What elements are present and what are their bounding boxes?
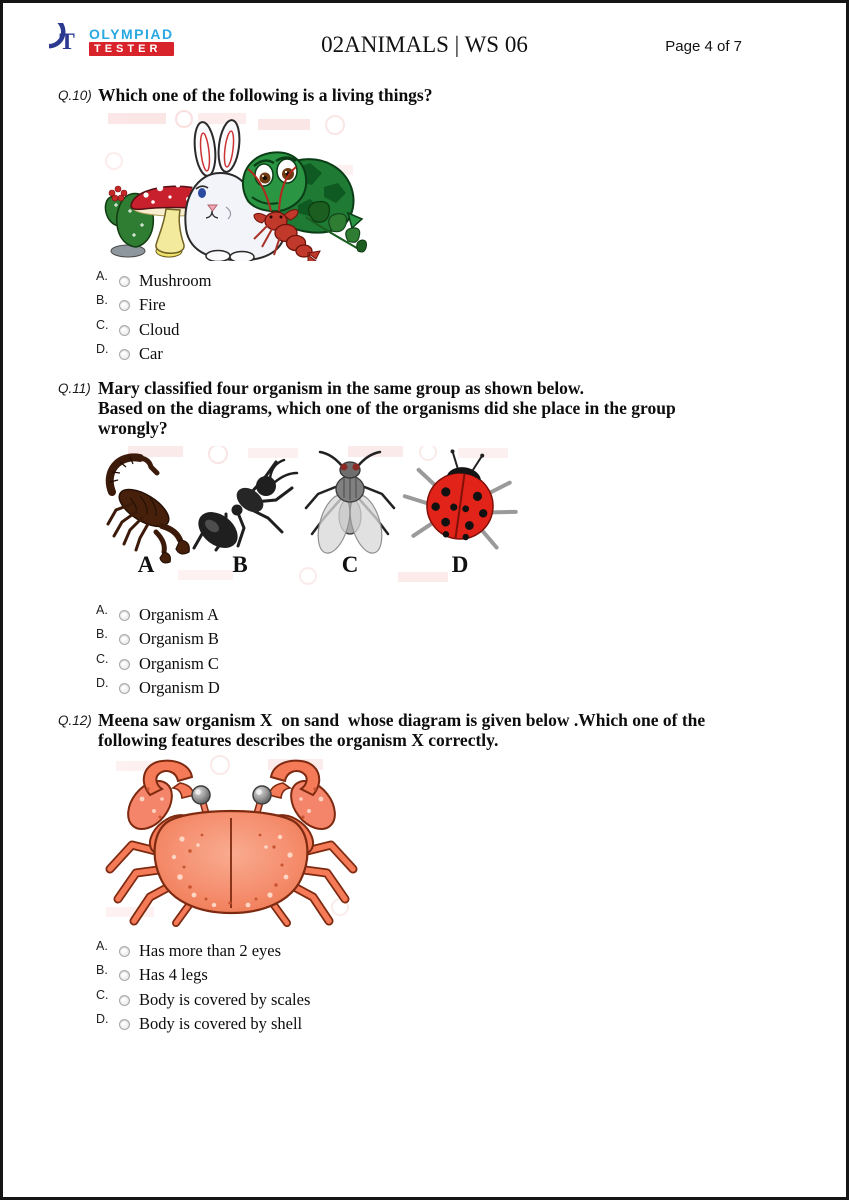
ant bbox=[191, 460, 297, 555]
option-label: Body is covered by shell bbox=[139, 1014, 303, 1033]
radio-button[interactable] bbox=[119, 995, 130, 1006]
option-letter: D. bbox=[96, 342, 109, 356]
option-letter: B. bbox=[96, 963, 108, 977]
option-letter: C. bbox=[96, 652, 109, 666]
option-label: Has 4 legs bbox=[139, 965, 208, 984]
page-indicator: Page 4 of 7 bbox=[665, 38, 742, 55]
radio-button[interactable] bbox=[119, 300, 130, 311]
radio-button[interactable] bbox=[119, 683, 130, 694]
radio-button[interactable] bbox=[119, 659, 130, 670]
option-label: Has more than 2 eyes bbox=[139, 941, 282, 960]
q11-option-d[interactable] bbox=[96, 676, 220, 700]
question-11-text-line1: Mary classified four organism in the same group as shown below. bbox=[98, 378, 584, 398]
radio-button[interactable] bbox=[119, 946, 130, 957]
option-label: Car bbox=[139, 344, 163, 363]
q10-option-b[interactable] bbox=[96, 293, 166, 317]
radio-button[interactable] bbox=[119, 970, 130, 981]
option-label: Fire bbox=[139, 295, 166, 314]
option-label: Organism C bbox=[139, 654, 219, 673]
four-organisms-illustration bbox=[98, 446, 535, 586]
question-11-number: Q.11) bbox=[58, 381, 91, 396]
option-label: Organism D bbox=[139, 678, 220, 697]
q10-option-d[interactable] bbox=[96, 342, 163, 366]
q12-option-a[interactable] bbox=[96, 939, 281, 963]
document-title: 02ANIMALS | WS 06 bbox=[321, 32, 528, 57]
option-label: Cloud bbox=[139, 320, 180, 339]
q12-option-c[interactable] bbox=[96, 988, 310, 1012]
radio-button[interactable] bbox=[119, 634, 130, 645]
question-10-text: Which one of the following is a living things? bbox=[98, 85, 433, 105]
option-letter: B. bbox=[96, 627, 108, 641]
question-11-text-line2: Based on the diagrams, which one of the organisms did she place in the group bbox=[98, 398, 676, 418]
q11-option-c[interactable] bbox=[96, 652, 219, 676]
radio-button[interactable] bbox=[119, 276, 130, 287]
option-letter: A. bbox=[96, 939, 108, 953]
option-label: Body is covered by scales bbox=[139, 990, 311, 1009]
question-11-text-line3: wrongly? bbox=[98, 418, 168, 438]
question-12-text-line1: Meena saw organism X on sand whose diagram is given below .Which one of the bbox=[98, 710, 706, 730]
option-label: Organism A bbox=[139, 605, 219, 624]
q11-option-b[interactable] bbox=[96, 627, 219, 651]
scorpion bbox=[108, 457, 189, 563]
fly bbox=[306, 452, 394, 557]
organism-label-b: B bbox=[232, 552, 248, 577]
organism-label-d: D bbox=[451, 552, 469, 577]
q12-option-d[interactable] bbox=[96, 1012, 302, 1036]
option-letter: C. bbox=[96, 318, 109, 332]
radio-button[interactable] bbox=[119, 349, 130, 360]
q12-option-b[interactable] bbox=[96, 963, 208, 987]
radio-button[interactable] bbox=[119, 610, 130, 621]
organism-label-a: A bbox=[137, 552, 155, 577]
q10-option-a[interactable] bbox=[96, 269, 211, 293]
crab-illustration bbox=[98, 755, 365, 933]
radio-button[interactable] bbox=[119, 325, 130, 336]
question-12-text-line2: following features describes the organism X correctly. bbox=[98, 730, 499, 750]
option-letter: B. bbox=[96, 293, 108, 307]
ladybug bbox=[400, 446, 524, 549]
brand-name-bottom: TESTER bbox=[89, 42, 174, 56]
option-label: Mushroom bbox=[139, 271, 212, 290]
radio-button[interactable] bbox=[119, 1019, 130, 1030]
q11-option-a[interactable] bbox=[96, 603, 219, 627]
option-letter: A. bbox=[96, 603, 108, 617]
option-letter: C. bbox=[96, 988, 109, 1002]
brand-name-top: OLYMPIAD bbox=[89, 25, 174, 42]
option-letter: D. bbox=[96, 676, 109, 690]
option-label: Organism B bbox=[139, 629, 219, 648]
option-letter: D. bbox=[96, 1012, 109, 1026]
question-12-number: Q.12) bbox=[58, 713, 92, 728]
option-letter: A. bbox=[96, 269, 108, 283]
q10-option-c[interactable] bbox=[96, 318, 179, 342]
svg-text:T: T bbox=[59, 29, 75, 56]
question-10-number: Q.10) bbox=[58, 88, 92, 103]
living-things-illustration bbox=[98, 109, 368, 261]
organism-label-c: C bbox=[341, 552, 359, 577]
